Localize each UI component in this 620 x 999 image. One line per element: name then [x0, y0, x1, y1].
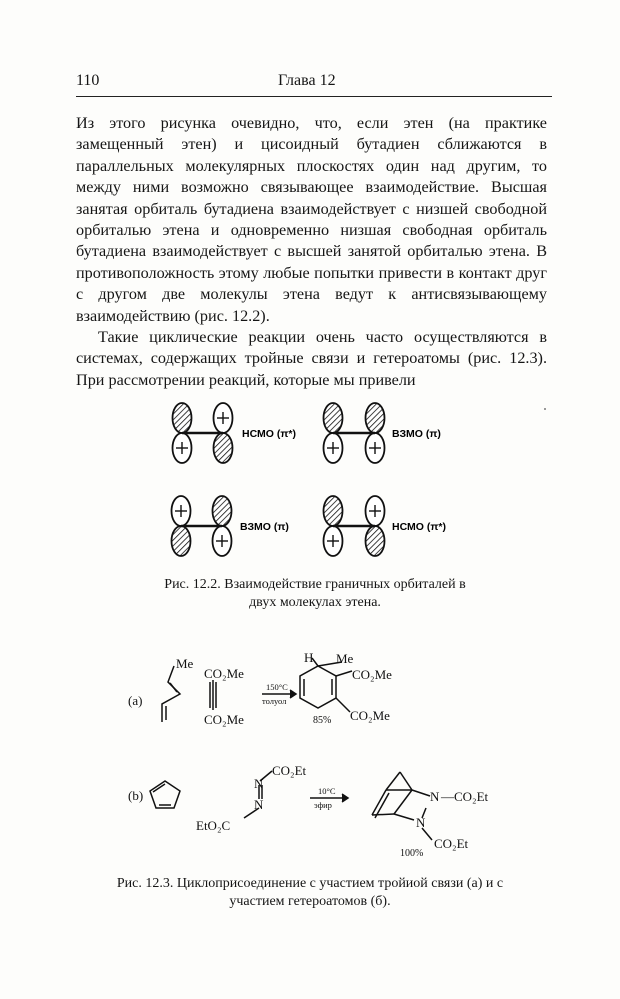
body-paragraph-1: Из этого рисунка очевидно, что, если этен (на практике замещенный этен) и цисоидный бутадиен сближаются в параллельных молекулярных плоскостях один над другим, то между ними возможно связывающее взаимодействие. Высшая занятая орбиталь бутадиена взаимодействует с низшей свободной орбиталью этена и одновременно низшая свободная орбиталь бутадиена взаимодействует с высшей занятой орбиталью этена. В противоположность этому любые попытки привести в контакт друг с другом две молекулы этена ведут к антисвязывающему взаимодействию (рис. 12.2). [76, 114, 547, 325]
body-paragraph-2: Такие циклические реакции очень часто осуществляются в системах, содержащих тройные связи и гетероатомы (рис. 12.3). При рассмотрении реакций, которые мы привели [76, 328, 547, 389]
reaction-b-label: (b) [128, 788, 144, 803]
conditions-a-solvent: толуол [262, 696, 287, 706]
figure-12-2-caption: Рис. 12.2. Взаимодействие граничных орбиталей в двух молекулах этена. [164, 577, 466, 610]
reaction-b [150, 771, 432, 840]
alkyne-top-ester: CO₂Me [204, 666, 244, 681]
orbital-label-1: НСМО (π*) [242, 428, 296, 440]
reaction-a-label: (a) [128, 693, 143, 708]
page-number: 110 [76, 72, 100, 89]
orbital-label-4: НСМО (π*) [392, 521, 446, 533]
alkyne-bottom-ester: CO₂Me [204, 712, 244, 727]
orbital-diagram-1 [173, 403, 296, 463]
figure-12-3-caption: Рис. 12.3. Циклоприсоединение с участием тройиой связи (а) и с участием гетероатомов (б). [116, 876, 504, 909]
product-a-top-ester: CO₂Me [352, 667, 392, 682]
orbital-label-3: ВЗМО (π) [240, 521, 289, 533]
azo-top-ester: CO₂Et [272, 763, 307, 778]
orbital-diagram-2 [324, 403, 441, 463]
product-b-n2-ester: CO₂Et [434, 836, 469, 851]
product-a-me: Me [336, 651, 354, 666]
azo-bottom-ester: EtO₂C [196, 818, 231, 833]
reactant-me: Me [176, 656, 194, 671]
conditions-a-temp: 150°C [266, 682, 288, 692]
conditions-b-solvent: эфир [314, 800, 332, 810]
azo-n1: N [254, 776, 264, 791]
orbital-label-2: ВЗМО (π) [392, 428, 441, 440]
orbital-diagram-3 [172, 496, 289, 556]
product-b-n1: N [430, 789, 440, 804]
scan-speck [544, 408, 546, 410]
product-b-n2: N [416, 815, 426, 830]
conditions-b-temp: 10°C [318, 786, 336, 796]
product-b-yield: 100% [400, 848, 424, 859]
orbital-diagram-4 [324, 496, 446, 556]
product-a-yield: 85% [313, 715, 332, 726]
product-b-n1-ester: —CO₂Et [441, 789, 489, 804]
product-a-h: H [304, 650, 314, 665]
chapter-title: Глава 12 [278, 72, 336, 89]
azo-n2: N [254, 797, 264, 812]
product-a-bottom-ester: CO₂Me [350, 708, 390, 723]
